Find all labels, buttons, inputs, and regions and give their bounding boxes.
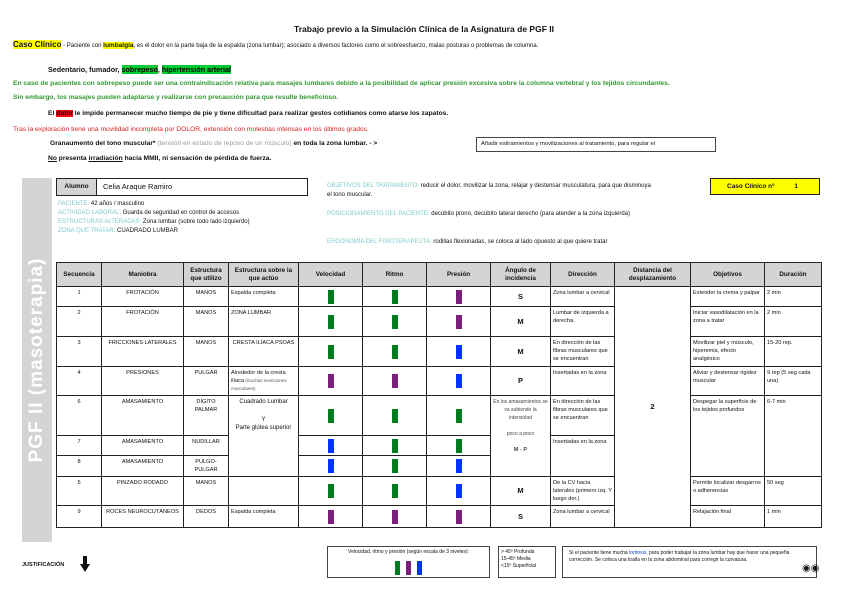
legend-bar-purple <box>406 561 411 575</box>
tone-definition: (tensión en estado de reposo de un músculo) <box>155 140 292 147</box>
tool-cell: PULGAR <box>184 367 229 396</box>
duration-cell: 2 min <box>765 287 822 307</box>
velocity-cell <box>299 436 363 456</box>
angle-note-b: poco a poco <box>506 431 535 437</box>
level-bar <box>392 409 398 423</box>
duration-cell: 1 min <box>765 506 822 528</box>
objectives-key: OBJETIVOS DEL TRATAMIENTO: <box>327 183 420 189</box>
level-bar <box>456 459 462 473</box>
table-row <box>57 287 822 307</box>
level-bar <box>392 484 398 498</box>
info-structures-key: ESTRUCTURAS ALTERADAS: <box>58 219 142 225</box>
student-name: Celia Araque Ramiro <box>103 182 173 191</box>
objective-cell: Despegar la superficie de los tejidos profundos <box>691 396 765 477</box>
maneuver-cell: PINZADO RODADO <box>102 477 184 506</box>
duration-cell: 9 rep (5 seg cada una) <box>765 367 822 396</box>
case-post: , es el dolor en la parte baja de la espalda (zona lumbar); asociado a diversos factores como el sobreesfuerzo, malas posturas o problemas de columna. <box>133 43 539 49</box>
case-label: Caso Clínico <box>13 40 62 49</box>
angle-note: En los amasamientos se va subiendo la intensidad <box>493 399 548 421</box>
direction-cell: Lumbar de izquierda a derecha. <box>551 307 615 337</box>
level-bar <box>328 290 334 304</box>
angle-cell: P <box>491 367 551 396</box>
pressure-cell <box>427 506 491 528</box>
rhythm-cell <box>363 367 427 396</box>
case-number-value: 1 <box>794 183 798 190</box>
table-row <box>57 477 822 506</box>
table-row <box>57 337 822 367</box>
info-structures-value: Zona lumbar (sobre todo lado izquierdo) <box>141 219 250 225</box>
objective-cell: Relajación final <box>691 506 765 528</box>
rhythm-cell <box>363 477 427 506</box>
duration-cell: 2 min <box>765 307 822 337</box>
irradiation-line <box>48 155 271 162</box>
angle-cell: M <box>491 307 551 337</box>
level-bar <box>328 484 334 498</box>
angle-legend <box>498 546 556 578</box>
case-pre: Paciente con <box>66 43 104 49</box>
tone-post: en toda la zona lumbar. - > <box>291 140 378 147</box>
irradiation-no: No <box>48 155 57 162</box>
target-structure-cell <box>229 367 299 396</box>
legend-text: Velocidad, ritmo y presión (según escala de 3 niveles): <box>348 549 469 555</box>
info-patient-key: PACIENTE: <box>58 201 90 207</box>
pressure-cell <box>427 287 491 307</box>
tool-cell: DÍGITO PALMAR <box>184 396 229 436</box>
table-row <box>57 506 822 528</box>
sequence-cell: 8 <box>57 456 102 477</box>
duration-cell: 15-20 rep. <box>765 337 822 367</box>
pressure-cell <box>427 367 491 396</box>
precaution-note: Sin embargo, los masajes pueden adaptarse y realizarse con precaución para que resulte beneficioso. <box>13 94 339 101</box>
arrow-down-icon <box>80 556 90 572</box>
level-bar <box>392 290 398 304</box>
rhythm-cell <box>363 307 427 337</box>
sequence-cell: 4 <box>57 367 102 396</box>
level-bar <box>456 315 462 329</box>
rhythm-cell <box>363 287 427 307</box>
student-label: Alumno <box>57 179 97 195</box>
sequence-cell: 2 <box>57 307 102 337</box>
side-label: PGF II (masoterapia) <box>26 257 47 463</box>
case-number-label: Caso Clínico nº <box>727 183 775 190</box>
pain-post: le impide permanecer mucho tiempo de pie y tiene dificultad para realizar gestos cotidianos como atarse los zapatos. <box>72 110 449 117</box>
objective-cell: Permite localizar desgarros o adherencias <box>691 477 765 506</box>
velocity-cell <box>299 367 363 396</box>
pain-line <box>48 110 448 117</box>
direction-cell: De la CV hacia laterales (primero izq. Y luego der.) <box>551 477 615 506</box>
level-bar <box>328 459 334 473</box>
patient-info <box>58 200 308 236</box>
velocity-cell <box>299 396 363 436</box>
angle-medium: 15-45º Media <box>501 556 531 562</box>
level-bar <box>456 345 462 359</box>
level-bar <box>456 484 462 498</box>
tool-cell: MANOS <box>184 337 229 367</box>
angle-cell: M <box>491 337 551 367</box>
velocity-cell <box>299 337 363 367</box>
distance-cell: 2 <box>615 287 691 528</box>
factors-lead: Sedentario, fumador, <box>48 65 122 74</box>
legend-bar-green <box>395 561 400 575</box>
maneuver-cell: AMASAMIENTO <box>102 396 184 436</box>
angle-value: M - P <box>513 447 528 453</box>
direction-cell: En dirección de las fibras musculares que se encuentran <box>551 337 615 367</box>
pressure-cell <box>427 396 491 436</box>
objective-cell: Aliviar y destensar rigidez muscular <box>691 367 765 396</box>
angle-cell: S <box>491 506 551 528</box>
contraindication-note: En caso de pacientes con sobrepeso puede ser una contraindicación relativa para masajes lumbares debido a la posibilidad de aplicar presión excesiva sobre la columna vertebral y los tejidos circundantes. <box>13 80 670 87</box>
pressure-cell <box>427 337 491 367</box>
direction-cell: Insertadas en la zona <box>551 436 615 477</box>
objective-cell: Extender la crema y palpar <box>691 287 765 307</box>
case-number-box <box>710 178 820 195</box>
table-row <box>57 396 822 436</box>
factors-sep: , <box>157 65 162 74</box>
header-cell: Presión <box>427 263 491 287</box>
just-word: lordosis <box>629 550 647 556</box>
eyes-icon: ◉◉ <box>802 563 820 574</box>
header-cell: Duración <box>765 263 822 287</box>
level-bar <box>456 374 462 388</box>
sequence-cell: 6 <box>57 396 102 436</box>
angle-cell: M <box>491 477 551 506</box>
page-title: Trabajo previo a la Simulación Clínica de la Asignatura de PGF II <box>294 24 554 34</box>
pressure-cell <box>427 477 491 506</box>
target-c: Parte glútea superior <box>235 425 292 431</box>
table-row <box>57 307 822 337</box>
maneuver-cell: FROTACIÓN <box>102 287 184 307</box>
pressure-cell <box>427 436 491 456</box>
legend-bar-blue <box>417 561 422 575</box>
target-structure-cell <box>229 396 299 477</box>
table-header <box>57 263 822 287</box>
level-bar <box>328 315 334 329</box>
maneuver-table <box>56 262 822 528</box>
level-bar <box>392 315 398 329</box>
factor-hypertension: hipertensión arterial <box>161 65 231 74</box>
angle-superficial: <15º Superficial <box>501 563 537 569</box>
angle-cell: S <box>491 287 551 307</box>
header-cell: Ritmo <box>363 263 427 287</box>
maneuver-cell: AMASAMIENTO <box>102 436 184 456</box>
header-cell: Distancia del desplazamiento <box>615 263 691 287</box>
level-bar <box>392 439 398 453</box>
rhythm-cell <box>363 456 427 477</box>
irradiation-word: irradiación <box>88 155 123 162</box>
maneuver-cell: AMASAMIENTO <box>102 456 184 477</box>
info-zone-key: ZONA QUE TRATAR: <box>58 228 116 234</box>
patient-position <box>327 210 657 219</box>
tone-line <box>50 140 377 147</box>
target-structure-cell: CRESTA ILÍACA PSOAS <box>229 337 299 367</box>
velocity-cell <box>299 506 363 528</box>
justification-label: JUSTIFICACIÓN <box>22 562 65 568</box>
pain-highlight: dolor <box>56 110 73 117</box>
angle-deep: > 45º Profunda <box>501 549 535 555</box>
target-b: Y <box>261 417 266 423</box>
objectives-value: reducir el dolor, movilizar la zona, relajar y destensar musculatura, para que disminuya el tono muscular. <box>327 183 651 198</box>
objective-cell: Movilizar piel y músculo, hiperemia, efecto analgésico <box>691 337 765 367</box>
angle-cell <box>491 396 551 477</box>
sequence-cell: 5 <box>57 477 102 506</box>
level-bar <box>392 510 398 524</box>
header-cell: Estructura sobre la que actúo <box>229 263 299 287</box>
header-cell: Ángulo de incidencia <box>491 263 551 287</box>
position-key: POSICIONAMIENTO DEL PACIENTE: <box>327 211 430 217</box>
info-activity-key: ACTIVIDAD LABORAL: <box>58 210 122 216</box>
tool-cell: MANOS <box>184 307 229 337</box>
rhythm-cell <box>363 396 427 436</box>
target-a: Cuadrado Lumbar <box>239 399 288 405</box>
header-cell: Dirección <box>551 263 615 287</box>
maneuver-cell: FRICCIONES LATERALES <box>102 337 184 367</box>
maneuver-cell: ROCES NEUROCUTÁNEOS <box>102 506 184 528</box>
ergonomics-key: ERGONOMÍA DEL FISIOTERAPEUTA: <box>327 239 432 245</box>
target-text: Alrededor de la cresta ilíaca <box>231 370 286 384</box>
irradiation-pre: presenta <box>56 155 89 162</box>
velocity-cell <box>299 307 363 337</box>
direction-cell: Zona lumbar a cervical <box>551 287 615 307</box>
maneuver-cell: FROTACIÓN <box>102 307 184 337</box>
sequence-cell: 7 <box>57 436 102 456</box>
direction-cell: En dirección de las fibras musculares que se encuentran <box>551 396 615 436</box>
sequence-cell: 9 <box>57 506 102 528</box>
factors-line <box>48 65 231 74</box>
level-bar <box>456 439 462 453</box>
level-bar <box>456 409 462 423</box>
level-bar <box>392 374 398 388</box>
info-activity-value: Guarda de seguridad en control de accesos <box>121 210 240 216</box>
target-structure-cell: Espalda completa <box>229 506 299 528</box>
position-value: decúbito prono, decúbito lateral derecho (para atender a la zona izquierda) <box>429 211 631 217</box>
exploration-note: Tras la exploración tiene una movilidad incompleta por DOLOR, extensión con molestias intensas en los últimos grados. <box>13 126 369 133</box>
duration-cell: 50 seg <box>765 477 822 506</box>
tool-cell: PULGO-PULGAR <box>184 456 229 477</box>
rhythm-cell <box>363 436 427 456</box>
just-pre: Si el paciente tiene mucha <box>569 550 630 556</box>
tool-cell: MANOS <box>184 287 229 307</box>
header-cell: Estructura que utilizo <box>184 263 229 287</box>
tool-cell: NUDILLAR <box>184 436 229 456</box>
pressure-cell <box>427 456 491 477</box>
irradiation-post: hacia MMII, ni sensación de pérdida de fuerza. <box>122 155 272 162</box>
header-cell: Maniobra <box>102 263 184 287</box>
tone-note-box: Añadir estiramientos y movilizaciones al tratamiento, para regular el <box>476 137 716 152</box>
case-highlight: lumbalgia <box>103 42 134 49</box>
target-note: (muchas inserciones musculares) <box>231 378 287 391</box>
sequence-cell: 3 <box>57 337 102 367</box>
factor-overweight: sobrepeso <box>121 65 158 74</box>
rhythm-cell <box>363 506 427 528</box>
header-cell: Objetivos <box>691 263 765 287</box>
level-bar <box>328 510 334 524</box>
velocity-cell <box>299 456 363 477</box>
student-box <box>56 178 308 196</box>
target-structure-cell: ZONA LUMBAR <box>229 307 299 337</box>
case-sep: - <box>61 43 67 49</box>
pain-pre: El <box>48 110 57 117</box>
level-bar <box>328 345 334 359</box>
target-structure-cell: Espalda completa <box>229 287 299 307</box>
velocity-cell <box>299 287 363 307</box>
info-patient-value: 42 años / masculino <box>89 201 145 207</box>
header-cell: Velocidad <box>299 263 363 287</box>
direction-cell: Insertadas en la zona <box>551 367 615 396</box>
tone-pre: Granaumento del tono muscular* <box>50 140 156 147</box>
just-post: , para poder trabajar la zona lumbar hay que hacer una pequeña corrección. Se coloca una toalla en la zona abdominal para corregir la curvatura. <box>569 550 790 563</box>
pressure-cell <box>427 307 491 337</box>
objective-cell: Iniciar vasodilatación en la zona a tratar <box>691 307 765 337</box>
maneuver-cell: PRESIONES <box>102 367 184 396</box>
tool-cell: MANOS <box>184 477 229 506</box>
duration-cell: 6-7 min <box>765 396 822 477</box>
case-line <box>13 40 538 49</box>
target-structure-cell <box>229 477 299 506</box>
header-cell: Secuencia <box>57 263 102 287</box>
sequence-cell: 1 <box>57 287 102 307</box>
scale-legend <box>327 546 490 578</box>
table-row <box>57 367 822 396</box>
velocity-cell <box>299 477 363 506</box>
level-bar <box>328 439 334 453</box>
level-bar <box>328 374 334 388</box>
tool-cell: DEDOS <box>184 506 229 528</box>
treatment-objectives <box>327 182 657 200</box>
level-bar <box>456 510 462 524</box>
level-bar <box>392 345 398 359</box>
ergonomics-value: rodillas flexionadas, se coloca al lado opuesto al que quiere tratar <box>431 239 608 245</box>
level-bar <box>392 459 398 473</box>
ergonomics <box>327 238 727 247</box>
level-bar <box>456 290 462 304</box>
justification-note <box>562 546 820 578</box>
direction-cell: Zona lumbar a cervical <box>551 506 615 528</box>
info-zone-value: CUADRADO LUMBAR <box>115 228 179 234</box>
level-bar <box>328 409 334 423</box>
rhythm-cell <box>363 337 427 367</box>
